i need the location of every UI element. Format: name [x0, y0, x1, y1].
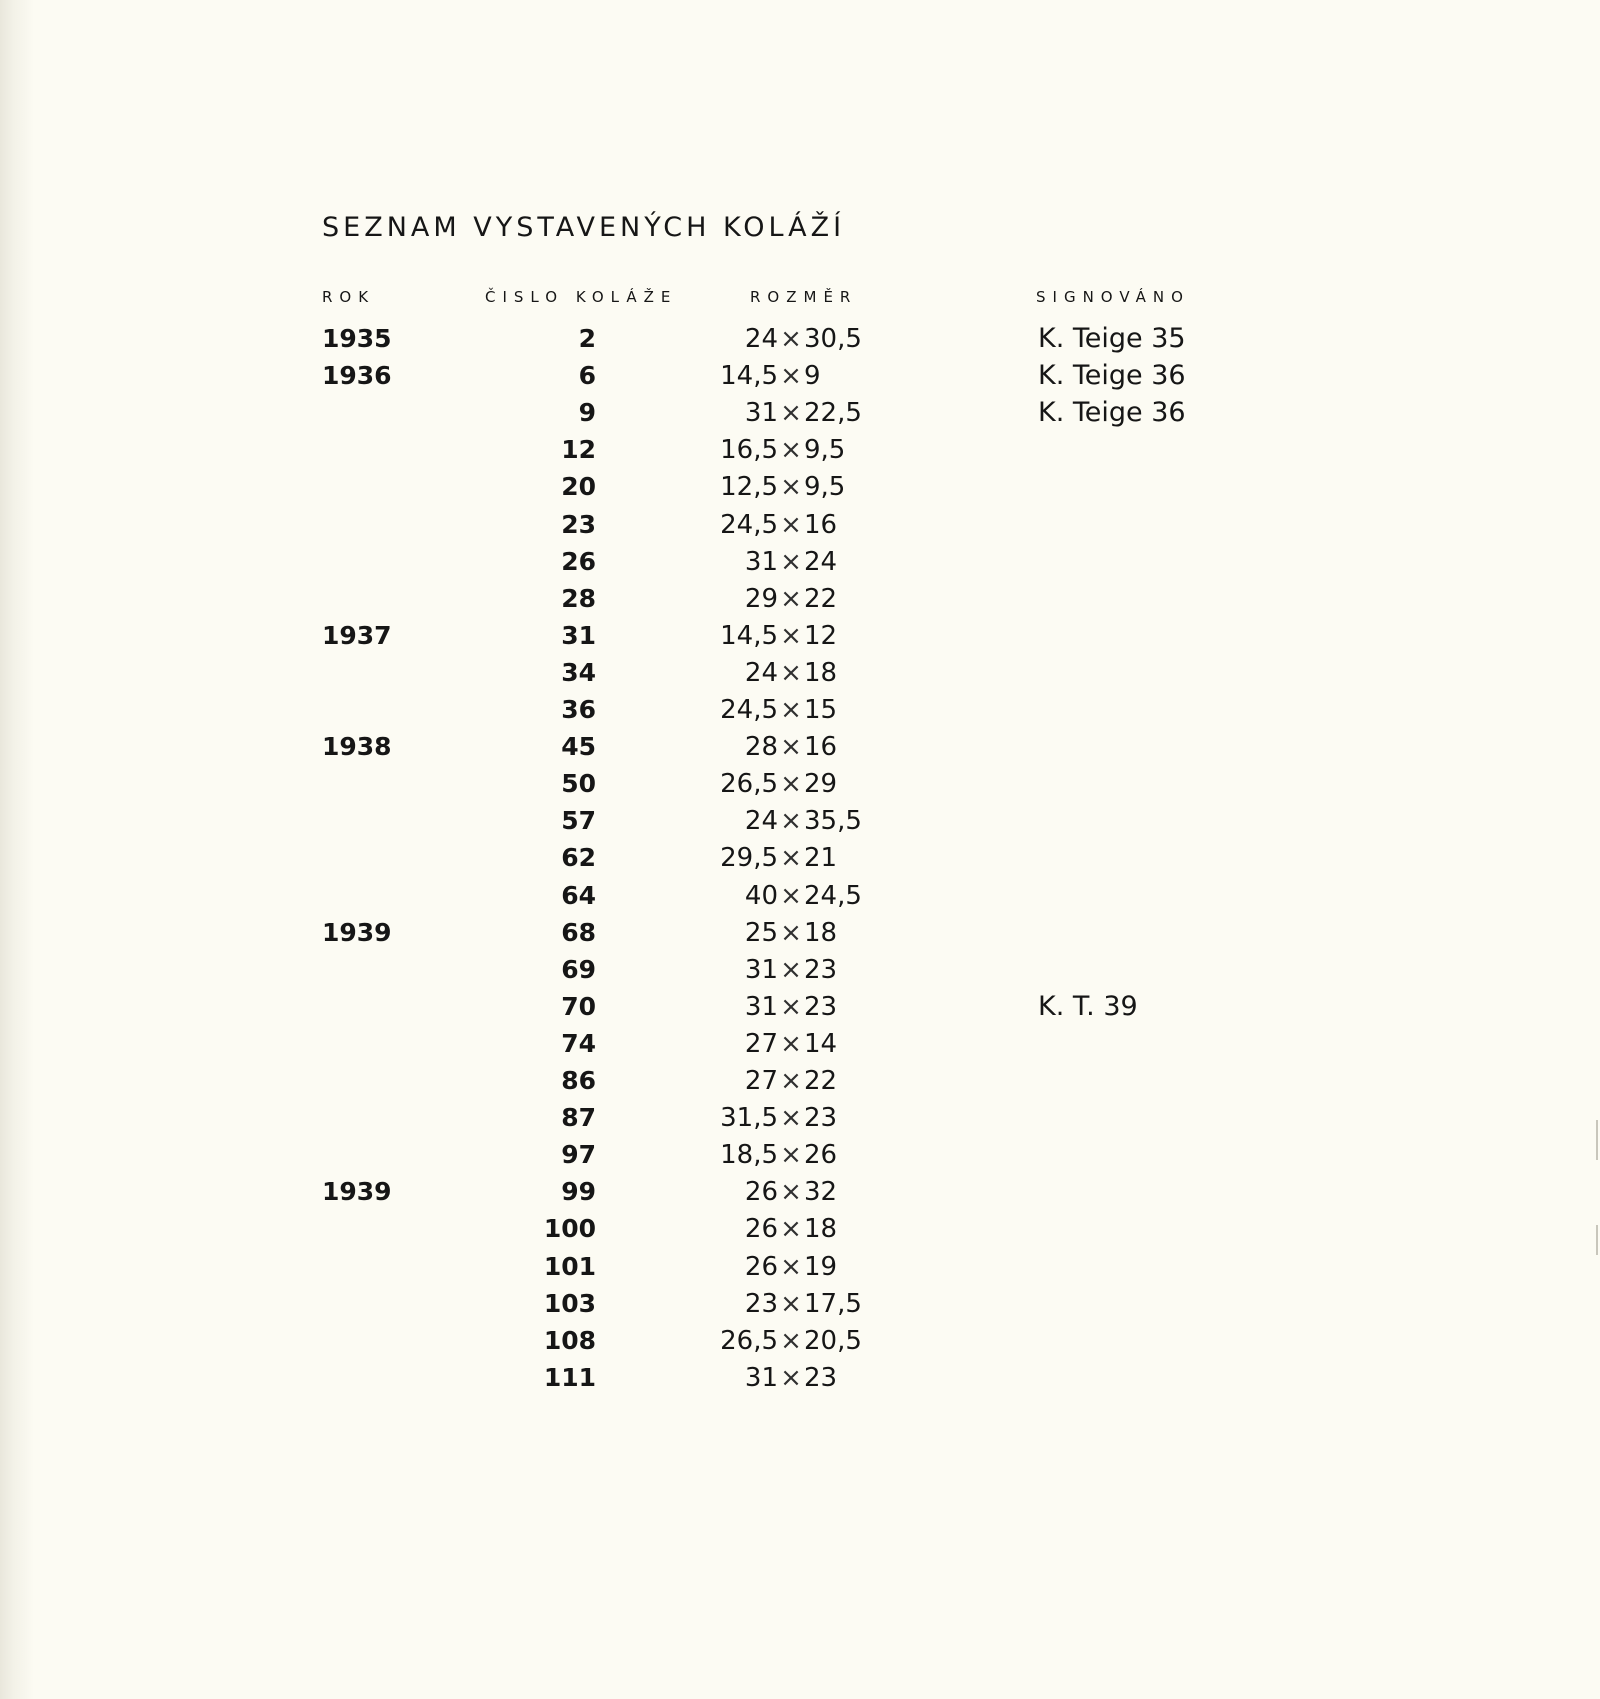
- row-size-width: 18,5: [720, 1140, 778, 1171]
- row-size-width: 14,5: [720, 361, 778, 392]
- row-size-width: 26: [744, 1214, 778, 1245]
- row-year: 1939: [322, 917, 392, 947]
- row-size-width: 27: [744, 1066, 778, 1096]
- row-signature: K. Teige 36: [1038, 397, 1186, 429]
- row-size: [700, 546, 890, 578]
- times-sign: ×: [780, 620, 802, 651]
- row-size-width: 24,5: [720, 695, 778, 725]
- row-size-width: 24: [744, 324, 778, 354]
- row-size-width: 28: [744, 732, 778, 763]
- row-size-height: 21: [804, 843, 838, 874]
- row-size-height: 14: [804, 1028, 838, 1059]
- row-size-height: 22: [804, 1066, 838, 1096]
- row-size-height: 18: [804, 917, 838, 948]
- table-row: [0, 1028, 1600, 1065]
- table-row: [0, 917, 1600, 954]
- row-collage-number: 20: [561, 472, 596, 502]
- row-size-height: 23: [804, 1103, 838, 1134]
- row-size: [700, 1288, 890, 1320]
- table-row: [0, 397, 1600, 434]
- row-size: [700, 694, 890, 726]
- row-size: [700, 1251, 890, 1283]
- row-size: [700, 805, 890, 837]
- row-size: [700, 954, 890, 986]
- row-size-width: 29: [744, 583, 778, 614]
- times-sign: ×: [780, 880, 802, 911]
- times-sign: ×: [780, 991, 802, 1022]
- row-size-width: 31: [744, 1362, 778, 1393]
- row-size-width: 29,5: [720, 843, 778, 874]
- row-size: [700, 1065, 890, 1097]
- times-sign: ×: [780, 1251, 802, 1282]
- table-row: [0, 1139, 1600, 1176]
- row-size-width: 24,5: [720, 509, 778, 540]
- table-row: [0, 323, 1600, 360]
- times-sign: ×: [780, 509, 802, 540]
- row-collage-number: 70: [561, 991, 596, 1021]
- row-size-height: 18: [804, 1214, 838, 1245]
- times-sign: ×: [780, 546, 802, 577]
- row-size: [700, 360, 890, 392]
- row-size-height: 9: [804, 361, 821, 392]
- times-sign: ×: [780, 1288, 802, 1319]
- row-size: [700, 1176, 890, 1208]
- row-size: [700, 1213, 890, 1245]
- row-collage-number: 74: [561, 1028, 596, 1058]
- row-size: [700, 657, 890, 689]
- row-size-width: 31: [744, 398, 778, 429]
- times-sign: ×: [780, 695, 802, 725]
- table-row: [0, 1288, 1600, 1325]
- row-collage-number: 99: [561, 1177, 596, 1207]
- row-collage-number: 9: [578, 398, 596, 428]
- row-collage-number: 111: [543, 1362, 596, 1392]
- table-row: [0, 620, 1600, 657]
- column-header-number: ČISLO KOLÁŽE: [485, 288, 678, 306]
- row-size-width: 23: [744, 1288, 778, 1319]
- table-row: [0, 1362, 1600, 1399]
- row-size-width: 26,5: [720, 1325, 778, 1356]
- row-collage-number: 86: [561, 1066, 596, 1095]
- row-collage-number: 28: [561, 583, 596, 613]
- row-size-width: 24: [744, 806, 778, 837]
- row-size-width: 31: [744, 991, 778, 1022]
- row-size-width: 14,5: [720, 620, 778, 651]
- times-sign: ×: [780, 1177, 802, 1208]
- row-collage-number: 64: [561, 880, 596, 910]
- row-collage-number: 6: [578, 361, 596, 391]
- row-collage-number: 69: [561, 954, 596, 984]
- times-sign: ×: [780, 843, 802, 874]
- row-size: [700, 397, 890, 429]
- times-sign: ×: [780, 1140, 802, 1171]
- times-sign: ×: [780, 1028, 802, 1059]
- row-size-width: 27: [744, 1028, 778, 1059]
- times-sign: ×: [780, 435, 802, 466]
- table-row: [0, 583, 1600, 620]
- row-size-height: 23: [804, 954, 838, 985]
- table-row: [0, 842, 1600, 879]
- row-size: [700, 1102, 890, 1134]
- row-size-height: 9,5: [804, 472, 846, 503]
- table-row: [0, 1176, 1600, 1213]
- times-sign: ×: [780, 472, 802, 503]
- row-size: [700, 471, 890, 503]
- row-size-width: 26: [744, 1177, 778, 1208]
- row-collage-number: 45: [561, 732, 596, 762]
- row-size: [700, 1028, 890, 1060]
- column-header-year: ROK: [322, 288, 376, 306]
- row-collage-number: 31: [561, 620, 596, 650]
- row-size: [700, 434, 890, 466]
- row-size-height: 35,5: [804, 806, 862, 837]
- row-size: [700, 991, 890, 1023]
- times-sign: ×: [780, 1066, 802, 1096]
- row-size-height: 29: [804, 769, 838, 800]
- row-size-width: 25: [744, 917, 778, 948]
- times-sign: ×: [780, 657, 802, 688]
- times-sign: ×: [780, 769, 802, 800]
- row-collage-number: 103: [543, 1288, 596, 1318]
- table-row: [0, 694, 1600, 731]
- times-sign: ×: [780, 954, 802, 985]
- times-sign: ×: [780, 361, 802, 392]
- row-size-height: 24,5: [804, 880, 862, 911]
- row-size-height: 24: [804, 546, 838, 577]
- row-size-height: 16: [804, 509, 838, 540]
- row-size: [700, 768, 890, 800]
- table-row: [0, 1251, 1600, 1288]
- row-collage-number: 87: [561, 1103, 596, 1133]
- row-size-height: 30,5: [804, 324, 862, 354]
- row-size-height: 18: [804, 657, 838, 688]
- row-size-width: 12,5: [720, 472, 778, 503]
- table-row: [0, 434, 1600, 471]
- row-signature: K. Teige 35: [1038, 323, 1186, 354]
- column-header-size: ROZMĚR: [750, 288, 858, 306]
- row-collage-number: 26: [561, 546, 596, 576]
- table-row: [0, 1102, 1600, 1139]
- row-size-height: 26: [804, 1140, 838, 1171]
- table-row: [0, 546, 1600, 583]
- row-size: [700, 620, 890, 652]
- row-collage-number: 97: [561, 1140, 596, 1170]
- row-size: [700, 509, 890, 541]
- row-size: [700, 1362, 890, 1394]
- row-size: [700, 917, 890, 949]
- row-collage-number: 2: [578, 324, 596, 353]
- times-sign: ×: [780, 1103, 802, 1134]
- row-collage-number: 57: [561, 806, 596, 836]
- row-year: 1935: [322, 324, 392, 353]
- row-size-height: 15: [804, 695, 838, 725]
- row-collage-number: 34: [561, 657, 596, 687]
- times-sign: ×: [780, 583, 802, 614]
- times-sign: ×: [780, 917, 802, 948]
- row-collage-number: 36: [561, 695, 596, 724]
- row-size-height: 12: [804, 620, 838, 651]
- table-row: [0, 954, 1600, 991]
- row-size-width: 31,5: [720, 1103, 778, 1134]
- column-header-signed: SIGNOVÁNO: [1036, 288, 1190, 306]
- table-row: [0, 768, 1600, 805]
- row-size: [700, 323, 890, 355]
- row-size-height: 16: [804, 732, 838, 763]
- table-row: [0, 509, 1600, 546]
- row-size-width: 31: [744, 954, 778, 985]
- row-collage-number: 68: [561, 917, 596, 947]
- row-collage-number: 50: [561, 769, 596, 799]
- row-collage-number: 100: [543, 1214, 596, 1244]
- row-size-width: 40: [744, 880, 778, 911]
- times-sign: ×: [780, 806, 802, 837]
- row-size-height: 32: [804, 1177, 838, 1208]
- times-sign: ×: [780, 1362, 802, 1393]
- row-size-height: 19: [804, 1251, 838, 1282]
- table-row: [0, 360, 1600, 397]
- row-year: 1937: [322, 620, 392, 650]
- row-size-height: 17,5: [804, 1288, 862, 1319]
- row-year: 1936: [322, 361, 392, 391]
- row-size-height: 20,5: [804, 1325, 862, 1356]
- row-collage-number: 108: [543, 1325, 596, 1355]
- row-size: [700, 880, 890, 912]
- table-row: [0, 880, 1600, 917]
- row-size-height: 23: [804, 991, 838, 1022]
- table-row: [0, 657, 1600, 694]
- row-size-width: 26,5: [720, 769, 778, 800]
- table-row: [0, 805, 1600, 842]
- page-title: SEZNAM VYSTAVENÝCH KOLÁŽÍ: [322, 212, 846, 243]
- row-collage-number: 101: [543, 1251, 596, 1281]
- row-size-height: 22: [804, 583, 838, 614]
- row-size-width: 31: [744, 546, 778, 577]
- row-size-width: 24: [744, 657, 778, 688]
- times-sign: ×: [780, 1214, 802, 1245]
- table-row: [0, 731, 1600, 768]
- row-signature: K. T. 39: [1038, 990, 1138, 1022]
- row-signature: K. Teige 36: [1038, 360, 1186, 392]
- times-sign: ×: [780, 398, 802, 429]
- times-sign: ×: [780, 324, 802, 354]
- times-sign: ×: [780, 732, 802, 763]
- table-row: [0, 1213, 1600, 1250]
- row-size: [700, 583, 890, 615]
- row-collage-number: 12: [561, 435, 596, 465]
- row-size-height: 9,5: [804, 435, 846, 466]
- table-row: [0, 1325, 1600, 1362]
- row-size: [700, 731, 890, 763]
- row-size-width: 16,5: [720, 435, 778, 466]
- row-size: [700, 1325, 890, 1357]
- row-size: [700, 842, 890, 874]
- row-size-height: 22,5: [804, 398, 862, 429]
- table-row: [0, 471, 1600, 508]
- row-size-height: 23: [804, 1362, 838, 1393]
- table-row: [0, 1065, 1600, 1102]
- row-collage-number: 23: [561, 509, 596, 539]
- row-size-width: 26: [744, 1251, 778, 1282]
- table-row: [0, 991, 1600, 1028]
- times-sign: ×: [780, 1325, 802, 1356]
- row-collage-number: 62: [561, 843, 596, 873]
- row-size: [700, 1139, 890, 1171]
- row-year: 1939: [322, 1177, 392, 1207]
- row-year: 1938: [322, 732, 392, 762]
